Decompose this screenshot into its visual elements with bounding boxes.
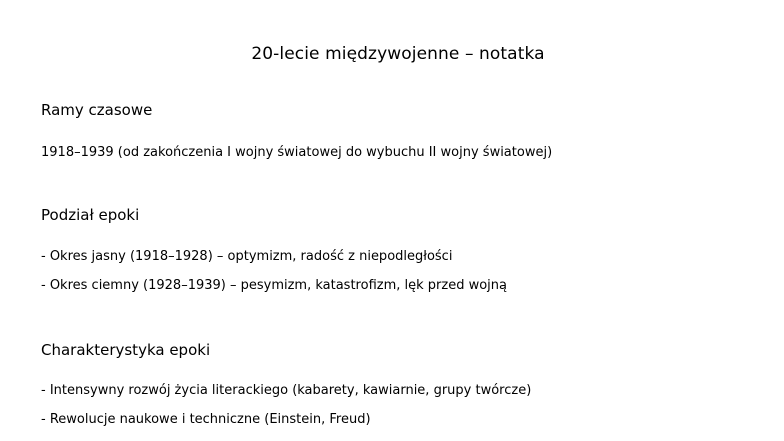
section-heading-podzial-epoki: Podział epoki (41, 206, 140, 224)
section-heading-charakterystyka-epoki: Charakterystyka epoki (41, 341, 211, 359)
section-line: - Okres ciemny (1928–1939) – pesymizm, katastrofizm, lęk przed wojną (41, 278, 507, 293)
page-title: 20-lecie międzywojenne – notatka (251, 44, 545, 64)
section-line: - Okres jasny (1918–1928) – optymizm, radość z niepodległości (41, 249, 453, 264)
section-line: 1918–1939 (od zakończenia I wojny światowej do wybuchu II wojny światowej) (41, 145, 553, 160)
section-heading-ramy-czasowe: Ramy czasowe (41, 101, 153, 119)
section-line: - Rewolucje naukowe i techniczne (Einstein, Freud) (41, 412, 371, 427)
section-line: - Intensywny rozwój życia literackiego (kabarety, kawiarnie, grupy twórcze) (41, 383, 532, 398)
